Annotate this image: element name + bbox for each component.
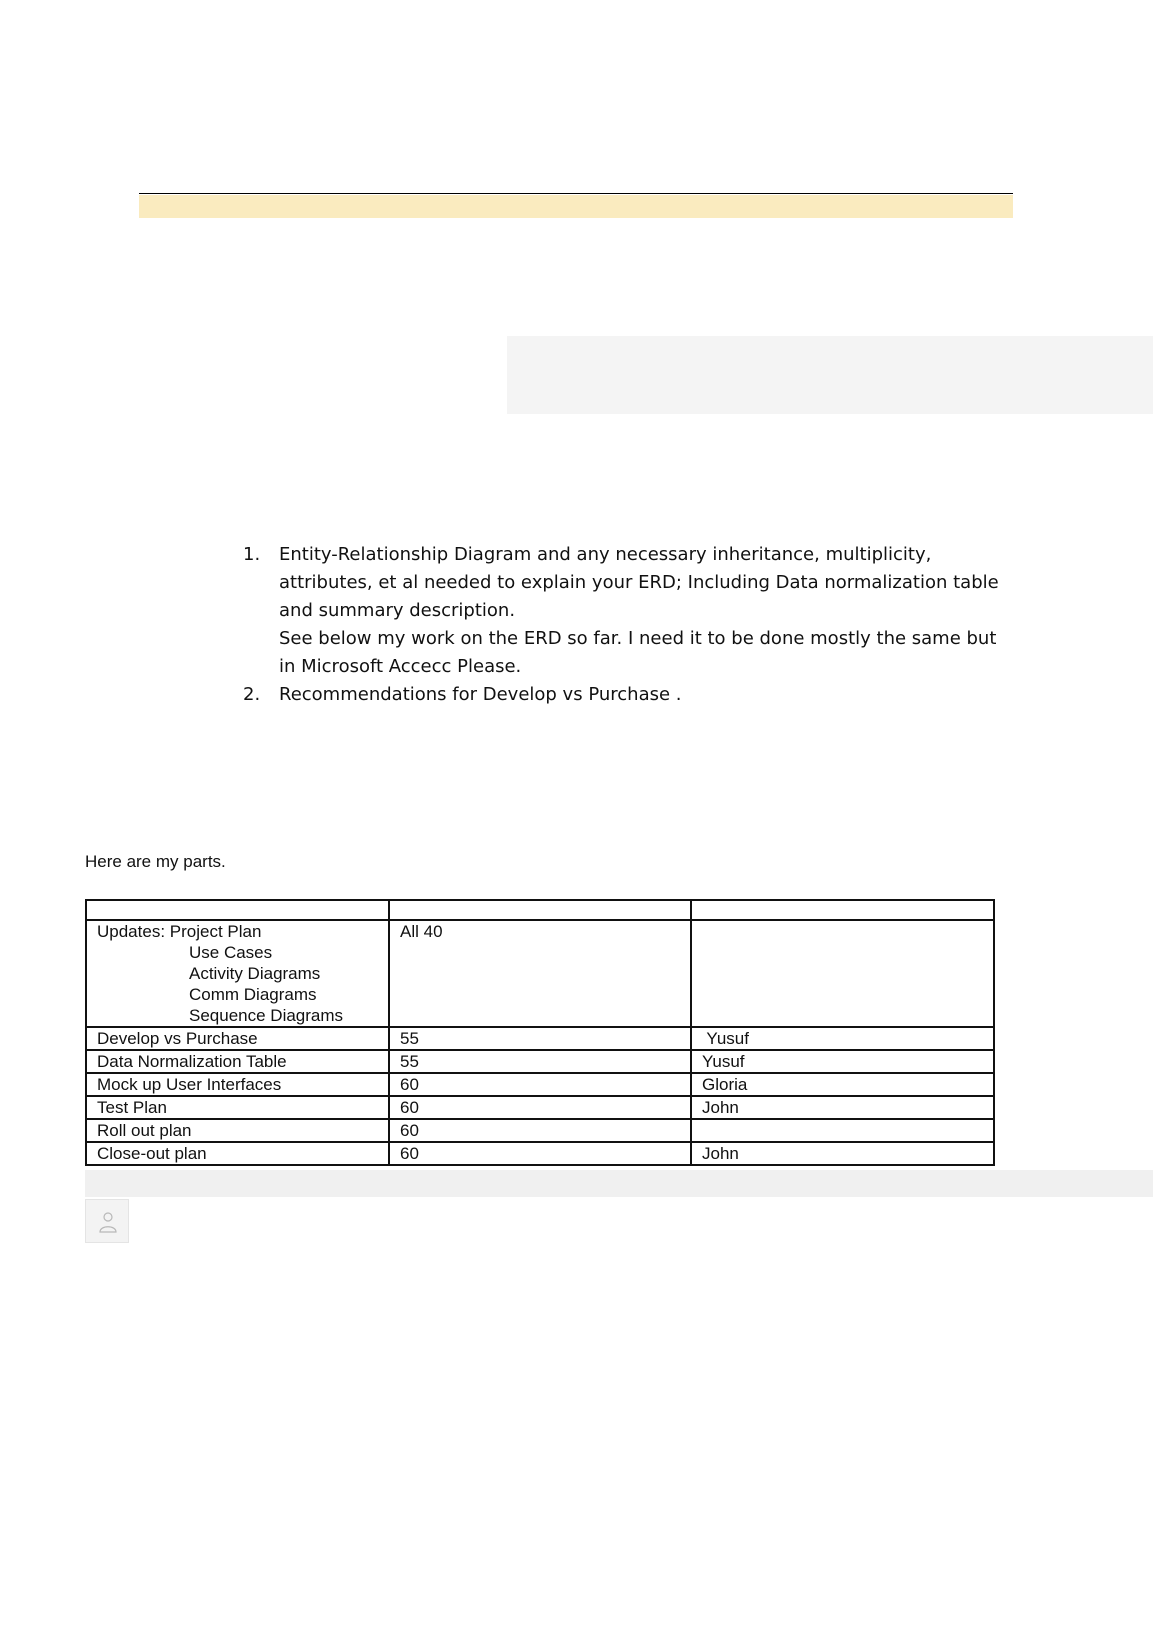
assignee-cell — [691, 920, 994, 1027]
redacted-gray-block — [507, 336, 1153, 414]
task-line: Updates: Project Plan — [97, 922, 262, 941]
assignee-cell: Yusuf — [691, 1050, 994, 1073]
footer-bar — [85, 1170, 1153, 1197]
requirements-list — [243, 541, 1003, 709]
points-cell: 55 — [389, 1027, 691, 1050]
points-cell: 60 — [389, 1073, 691, 1096]
assignee-cell: John — [691, 1142, 994, 1165]
task-cell — [86, 920, 389, 1027]
task-cell: Mock up User Interfaces — [86, 1073, 389, 1096]
task-sub-line: Activity Diagrams — [189, 964, 321, 983]
table-row — [86, 1142, 994, 1165]
requirement-item — [243, 541, 1003, 681]
assignee-cell — [691, 1119, 994, 1142]
table-row — [86, 1096, 994, 1119]
requirement-text: Recommendations for Develop vs Purchase . — [279, 684, 682, 705]
user-placeholder-icon — [98, 1210, 118, 1234]
assignee-cell: Yusuf — [691, 1027, 994, 1050]
table-cell — [86, 900, 389, 920]
task-cell: Develop vs Purchase — [86, 1027, 389, 1050]
list-number: 2. — [243, 684, 261, 705]
header-highlight-band — [139, 195, 1013, 218]
requirement-text: Entity-Relationship Diagram and any necessary inheritance, multiplicity, attributes, et al needed to explain your ERD; Including Data normalization table and summary description. — [279, 544, 999, 621]
parts-table — [85, 899, 995, 1166]
table-row — [86, 1073, 994, 1096]
task-sub-line: Use Cases — [189, 943, 273, 962]
task-cell: Data Normalization Table — [86, 1050, 389, 1073]
assignee-cell: Gloria — [691, 1073, 994, 1096]
points-cell: 60 — [389, 1142, 691, 1165]
parts-title: Here are my parts. — [85, 852, 226, 871]
table-row — [86, 1050, 994, 1073]
table-cell — [389, 900, 691, 920]
table-row — [86, 1027, 994, 1050]
points-cell: All 40 — [389, 920, 691, 1027]
list-number: 1. — [243, 544, 261, 565]
avatar[interactable] — [85, 1199, 129, 1243]
points-cell: 60 — [389, 1119, 691, 1142]
table-row — [86, 1119, 994, 1142]
task-cell: Close-out plan — [86, 1142, 389, 1165]
task-sub-line: Sequence Diagrams — [189, 1006, 344, 1025]
table-row — [86, 920, 994, 1027]
requirement-note: See below my work on the ERD so far. I need it to be done mostly the same but in Microsoft Accecc Please. — [279, 628, 997, 677]
points-cell: 55 — [389, 1050, 691, 1073]
table-cell — [691, 900, 994, 920]
task-cell: Test Plan — [86, 1096, 389, 1119]
requirement-item — [243, 681, 1003, 709]
task-sub-line: Comm Diagrams — [189, 985, 317, 1004]
points-cell: 60 — [389, 1096, 691, 1119]
task-cell: Roll out plan — [86, 1119, 389, 1142]
table-header-row — [86, 900, 994, 920]
assignee-cell: John — [691, 1096, 994, 1119]
header-rule — [139, 193, 1013, 194]
